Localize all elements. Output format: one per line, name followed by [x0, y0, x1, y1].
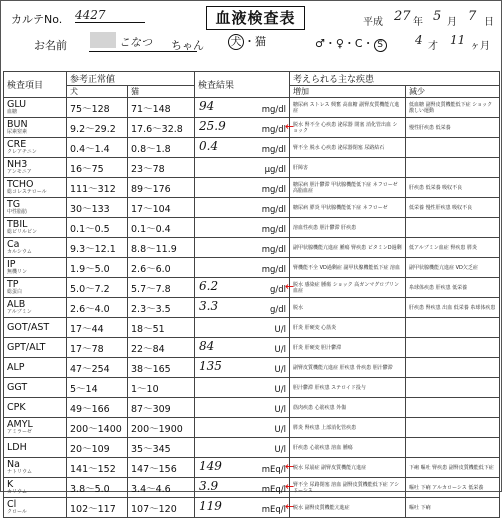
disease-increase: 副甲状腺機能亢進症 腫瘍 腎疾患 ビタミンD過剰 — [290, 238, 406, 258]
test-code: GGT — [7, 382, 28, 393]
table-row — [4, 378, 500, 398]
sex-field: ♂・♀・C・ S — [315, 35, 387, 52]
result-unit: mg/dl — [261, 105, 286, 115]
date-month: 5 — [433, 9, 442, 24]
disease-increase: 膵炎 腎疾患 上部消化管疾患 — [290, 418, 406, 438]
normal-cat: 107～120 — [128, 498, 195, 518]
disease-increase: 糖尿病 膵炎 甲状腺機能低下症 ネフローゼ — [290, 198, 406, 218]
normal-dog: 2.6～4.0 — [67, 298, 128, 318]
test-kana: カリウム — [7, 489, 27, 495]
result-unit: mEq/l — [261, 465, 286, 475]
result-unit: g/dl — [269, 285, 286, 295]
table-row — [4, 158, 500, 178]
result-unit: U/l — [274, 325, 286, 335]
test-item — [4, 238, 67, 258]
disease-increase: 肝炎 肝硬変 胆汁鬱滞 — [290, 338, 406, 358]
result-value: 0.4 — [199, 139, 219, 153]
col-item: 検査項目 — [4, 72, 67, 98]
normal-cat: 38～165 — [128, 358, 195, 378]
test-code: ALP — [7, 362, 25, 373]
normal-dog: 5～14 — [67, 378, 128, 398]
test-code: TP — [7, 279, 19, 290]
normal-dog: 49～166 — [67, 398, 128, 418]
test-item — [4, 198, 67, 218]
normal-dog: 111～312 — [67, 178, 128, 198]
normal-dog: 1.9～5.0 — [67, 258, 128, 278]
result-value: 84 — [199, 339, 215, 353]
disease-decrease — [406, 218, 500, 238]
table-row — [4, 478, 500, 498]
date-day: 7 — [468, 9, 477, 24]
disease-increase: 筋肉疾患 心筋疾患 外傷 — [290, 398, 406, 418]
disease-decrease: 低栄養 慢性肝疾患 吸収不良 — [406, 198, 500, 218]
date-year: 27 — [394, 9, 411, 24]
table-row — [4, 118, 500, 138]
table-row — [4, 358, 500, 378]
disease-increase: 腎機能不全 VD過剰症 副甲状腺機能低下症 溶血 — [290, 258, 406, 278]
test-code: K — [7, 479, 14, 490]
red-arrow-icon: ← — [285, 280, 295, 293]
col-normal: 参考正常値 — [67, 72, 195, 86]
normal-dog: 47～254 — [67, 358, 128, 378]
disease-decrease: 低アルブミン血症 腎疾患 膵炎 — [406, 238, 500, 258]
table-row — [4, 178, 500, 198]
test-kana: アルブミン — [7, 309, 32, 315]
test-item — [4, 258, 67, 278]
test-kana: 尿素窒素 — [7, 129, 28, 135]
test-code: BUN — [7, 119, 28, 130]
test-kana: アミラーゼ — [7, 429, 32, 435]
normal-cat: 2.3～3.5 — [128, 298, 195, 318]
result-cell — [195, 498, 295, 518]
normal-cat: 0.8～1.8 — [128, 138, 195, 158]
test-code: LDH — [7, 442, 27, 453]
table-row — [4, 278, 500, 298]
test-code: CRE — [7, 139, 27, 150]
red-arrow-icon: ← — [285, 120, 295, 133]
normal-dog: 16～75 — [67, 158, 128, 178]
col-result: 検査結果 — [195, 72, 290, 98]
name-suffix: ちゃん — [171, 39, 204, 52]
result-cell — [195, 418, 290, 438]
test-kana: アンモニア — [7, 169, 32, 175]
result-cell — [195, 98, 290, 118]
normal-cat: 3.4～4.6 — [128, 478, 195, 498]
age-months: 11 — [450, 33, 466, 47]
test-code: TG — [7, 199, 21, 210]
test-kana: 中性脂肪 — [7, 209, 28, 215]
test-kana: カルシウム — [7, 249, 32, 255]
result-unit: μg/dl — [264, 165, 286, 175]
table-row — [4, 258, 500, 278]
result-cell — [195, 398, 290, 418]
result-unit: mg/dl — [261, 185, 286, 195]
normal-cat: 17.6～32.8 — [128, 118, 195, 138]
col-dog: 犬 — [67, 86, 128, 98]
normal-cat: 22～84 — [128, 338, 195, 358]
disease-increase: 肝疾患 心筋疾患 溶血 腫瘍 — [290, 438, 406, 458]
normal-dog: 75～128 — [67, 98, 128, 118]
disease-increase: 糖尿病 ストレス 興奮 高血糖 副腎皮質機能亢進症 — [290, 98, 406, 118]
name-label: お名前 — [34, 39, 67, 52]
table-row — [4, 138, 500, 158]
disease-increase: 脱水 副腎皮質機能亢進症 — [290, 498, 406, 518]
test-kana: 総蛋白 — [7, 289, 23, 295]
result-cell — [195, 158, 290, 178]
normal-dog: 20～109 — [67, 438, 128, 458]
test-code: IP — [7, 259, 16, 270]
disease-decrease: 低血糖 副腎皮質機能低下症 ショック 激しい運動 — [406, 98, 500, 118]
result-value: 25.9 — [199, 119, 226, 133]
disease-decrease: 下痢 嘔吐 腎疾患 副腎皮質機能低下症 — [406, 458, 500, 478]
species-dog-circled: 犬 — [228, 34, 244, 50]
result-cell — [195, 178, 290, 198]
sex-options: ♂・♀・C — [315, 37, 363, 50]
result-value: 135 — [199, 359, 222, 373]
test-code: ALB — [7, 299, 26, 310]
normal-dog: 200～1400 — [67, 418, 128, 438]
test-kana: 無機リン — [7, 269, 28, 275]
result-cell — [195, 298, 290, 318]
normal-cat: 1～10 — [128, 378, 195, 398]
result-unit: g/dl — [269, 305, 286, 315]
disease-decrease: 肝疾患 低栄養 吸収不良 — [406, 178, 500, 198]
normal-cat: 35～345 — [128, 438, 195, 458]
normal-dog: 5.0～7.2 — [67, 278, 128, 298]
disease-decrease: 副甲状腺機能亢進症 VD欠乏症 — [406, 258, 500, 278]
normal-dog: 0.1～0.5 — [67, 218, 128, 238]
test-code: TBIL — [7, 219, 28, 230]
normal-dog: 9.3～12.1 — [67, 238, 128, 258]
age-years: 4 — [415, 33, 423, 47]
result-cell — [195, 258, 290, 278]
normal-cat: 17～104 — [128, 198, 195, 218]
result-unit: mg/dl — [261, 265, 286, 275]
col-cat: 猫 — [128, 86, 195, 98]
test-code: CPK — [7, 402, 26, 413]
result-cell — [195, 278, 295, 298]
disease-decrease — [406, 418, 500, 438]
test-code: Cl — [7, 499, 17, 510]
disease-increase: 肝障害 — [290, 158, 406, 178]
disease-decrease: 嘔吐 下痢 アルカローシス 低栄養 — [406, 478, 500, 498]
disease-decrease — [406, 338, 500, 358]
disease-decrease: 糸球体疾患 肝疾患 低栄養 — [406, 278, 500, 298]
result-cell — [195, 458, 295, 478]
test-item — [4, 158, 67, 178]
result-unit: U/l — [274, 345, 286, 355]
result-value: 6.2 — [199, 279, 219, 293]
test-kana: 血糖 — [7, 109, 18, 115]
disease-increase: 腎不全 脱水 心疾患 泌尿器閉塞 尿路結石 — [290, 138, 406, 158]
patient-name: こなつ — [119, 36, 152, 49]
test-item — [4, 278, 67, 298]
test-item — [4, 478, 67, 498]
date-day-unit: 日 — [484, 17, 494, 28]
result-unit: mg/dl — [261, 125, 286, 135]
date-year-unit: 年 — [413, 17, 423, 28]
table-row — [4, 418, 500, 438]
result-unit: mEq/l — [261, 505, 286, 515]
test-code: Ca — [7, 239, 20, 250]
table-row — [4, 458, 500, 478]
disease-decrease: 嘔吐 下痢 — [406, 498, 500, 518]
test-code: NH3 — [7, 159, 28, 170]
test-code: TCHO — [7, 179, 34, 190]
result-value: 3.3 — [199, 299, 219, 313]
test-item — [4, 318, 67, 338]
result-value: 3.9 — [199, 479, 219, 493]
table-row — [4, 318, 500, 338]
page-title: 血液検査表 — [206, 6, 305, 30]
red-arrow-icon: ← — [285, 460, 295, 473]
disease-increase: 脱水 腎不全 心疾患 泌尿器 閉塞 消化管出血 ショック — [290, 118, 406, 138]
result-cell — [195, 238, 290, 258]
result-unit: U/l — [274, 385, 286, 395]
disease-decrease — [406, 378, 500, 398]
normal-cat: 18～51 — [128, 318, 195, 338]
disease-decrease: 慢性肝疾患 低栄養 — [406, 118, 500, 138]
test-item — [4, 378, 67, 398]
normal-dog: 0.4～1.4 — [67, 138, 128, 158]
test-item — [4, 138, 67, 158]
result-value: 149 — [199, 459, 222, 473]
result-unit: mg/dl — [261, 245, 286, 255]
species-cat: ・猫 — [244, 35, 266, 48]
disease-decrease — [406, 358, 500, 378]
disease-increase: 脱水 — [290, 298, 406, 318]
table-row — [4, 398, 500, 418]
disease-increase: 胆汁鬱滞 肝疾患 ステロイド投与 — [290, 378, 406, 398]
result-unit: mEq/l — [261, 485, 286, 495]
disease-increase: 腎不全 尿路閉塞 溶血 副腎皮質機能低下症 アシドーシス — [290, 478, 406, 498]
result-cell — [195, 338, 290, 358]
test-kana: 総コレステロール — [7, 189, 47, 195]
result-value: 94 — [199, 99, 215, 113]
table-row — [4, 338, 500, 358]
redacted-name — [90, 32, 116, 48]
test-item — [4, 418, 67, 438]
test-kana: 総ビリルビン — [7, 229, 38, 235]
normal-dog: 102～117 — [67, 498, 128, 518]
age-years-unit: 才 — [428, 41, 438, 52]
test-code: AMYL — [7, 419, 33, 430]
test-item — [4, 438, 67, 458]
normal-dog: 30～133 — [67, 198, 128, 218]
result-cell — [195, 218, 290, 238]
result-unit: U/l — [274, 445, 286, 455]
normal-dog: 141～152 — [67, 458, 128, 478]
table-row — [4, 298, 500, 318]
disease-increase: 脱水 尿崩症 副腎皮質機能亢進症 — [290, 458, 406, 478]
normal-cat: 8.8～11.9 — [128, 238, 195, 258]
col-decrease: 減少 — [406, 86, 500, 98]
test-code: GLU — [7, 99, 27, 110]
disease-decrease — [406, 398, 500, 418]
test-kana: ナトリウム — [7, 469, 32, 475]
results-table — [3, 71, 500, 518]
result-unit: mg/dl — [261, 205, 286, 215]
normal-cat: 71～148 — [128, 98, 195, 118]
test-item — [4, 498, 67, 518]
normal-cat: 23～78 — [128, 158, 195, 178]
table-row — [4, 98, 500, 118]
disease-decrease: 肝疾患 腎疾患 出血 低栄養 糸球体疾患 — [406, 298, 500, 318]
karte-number: 4427 — [75, 8, 145, 23]
col-disease: 考えられる主な疾患 — [290, 72, 500, 86]
normal-cat: 87～309 — [128, 398, 195, 418]
normal-cat: 200～1900 — [128, 418, 195, 438]
result-cell — [195, 478, 295, 498]
disease-decrease — [406, 158, 500, 178]
col-increase: 増加 — [290, 86, 406, 98]
disease-increase: 糖尿病 胆汁鬱滞 甲状腺機能低下症 ネフローゼ 高脂血症 — [290, 178, 406, 198]
test-item — [4, 218, 67, 238]
red-arrow-icon: ← — [285, 480, 295, 493]
normal-cat: 0.1～0.4 — [128, 218, 195, 238]
age-months-unit: ヶ月 — [470, 41, 490, 52]
disease-increase: 溶血性疾患 胆汁鬱滞 肝疾患 — [290, 218, 406, 238]
normal-cat: 147～156 — [128, 458, 195, 478]
normal-dog: 17～44 — [67, 318, 128, 338]
test-kana: クロール — [7, 509, 27, 515]
name-underline — [89, 51, 197, 52]
result-unit: U/l — [274, 425, 286, 435]
species-field — [228, 33, 266, 50]
disease-decrease — [406, 318, 500, 338]
result-cell — [195, 358, 290, 378]
result-cell — [195, 318, 290, 338]
date-era: 平成 — [363, 17, 383, 28]
disease-increase: 肝炎 肝硬変 心筋炎 — [290, 318, 406, 338]
test-item — [4, 458, 67, 478]
normal-cat: 89～176 — [128, 178, 195, 198]
result-cell — [195, 138, 290, 158]
result-cell — [195, 378, 290, 398]
result-value: 119 — [199, 499, 222, 513]
disease-increase: 脱水 感染症 腫瘍 ショック 高ガンマグロブリン血症 — [290, 278, 406, 298]
table-row — [4, 438, 500, 458]
result-unit: mg/dl — [261, 225, 286, 235]
normal-cat: 2.6～6.0 — [128, 258, 195, 278]
table-row — [4, 198, 500, 218]
result-cell — [195, 198, 290, 218]
normal-dog: 9.2～29.2 — [67, 118, 128, 138]
normal-cat: 5.7～7.8 — [128, 278, 195, 298]
test-code: Na — [7, 459, 20, 470]
result-cell — [195, 118, 295, 138]
test-item — [4, 298, 67, 318]
test-item — [4, 358, 67, 378]
disease-decrease — [406, 138, 500, 158]
result-unit: mg/dl — [261, 145, 286, 155]
red-arrow-icon: ← — [285, 500, 295, 513]
sex-selected: S — [374, 39, 387, 52]
test-item — [4, 398, 67, 418]
table-row — [4, 498, 500, 518]
test-item — [4, 118, 67, 138]
test-kana: クレアチニン — [7, 149, 37, 155]
normal-dog: 17～78 — [67, 338, 128, 358]
table-row — [4, 218, 500, 238]
test-item — [4, 178, 67, 198]
test-item — [4, 98, 67, 118]
normal-dog: 3.8～5.0 — [67, 478, 128, 498]
result-unit: U/l — [274, 405, 286, 415]
test-item — [4, 338, 67, 358]
disease-decrease — [406, 438, 500, 458]
test-code: GPT/ALT — [7, 342, 46, 353]
disease-increase: 副腎皮質機能亢進症 肝疾患 骨疾患 胆汁鬱滞 — [290, 358, 406, 378]
result-cell — [195, 438, 290, 458]
result-unit: U/l — [274, 365, 286, 375]
table-row — [4, 238, 500, 258]
date-month-unit: 月 — [447, 17, 457, 28]
karte-label: カルテNo. — [11, 13, 63, 26]
test-code: GOT/AST — [7, 322, 50, 333]
